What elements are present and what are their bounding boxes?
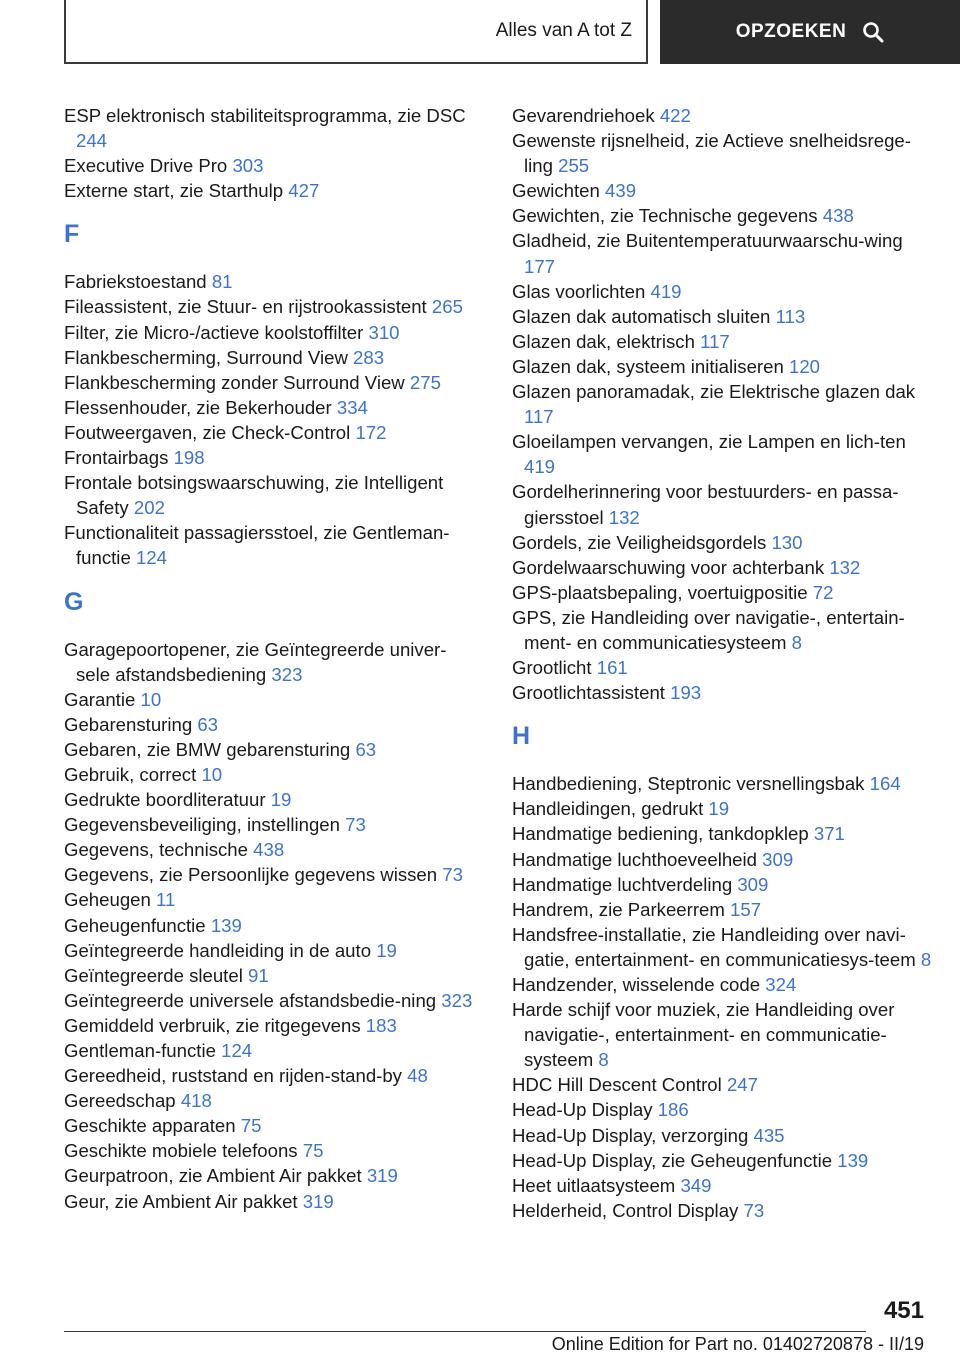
page-link[interactable]: 439 <box>605 180 637 202</box>
page-link[interactable]: 117 <box>700 330 730 352</box>
index-entry <box>512 279 932 304</box>
index-entry <box>512 479 932 529</box>
index-entry <box>64 637 480 687</box>
index-entry-text: Frontairbags <box>64 447 169 469</box>
page-link[interactable]: 283 <box>353 346 385 368</box>
index-entry-text: Glazen panoramadak, zie Elektrische glazen dak <box>512 381 916 403</box>
index-entry-text: Gentleman-functie <box>64 1040 216 1061</box>
page-link[interactable]: 113 <box>775 305 806 327</box>
index-entry <box>64 988 480 1013</box>
index-entry-text: Gedrukte boordliteratuur <box>64 789 266 811</box>
page-link[interactable]: 124 <box>135 547 167 569</box>
index-entry-text: ESP elektronisch stabiliteitsprogramma, zie DSC <box>64 105 466 126</box>
index-entry <box>64 913 480 938</box>
index-entry-text: Geheugenfunctie <box>64 914 206 936</box>
page-link[interactable]: 139 <box>210 914 242 936</box>
page-link[interactable]: 73 <box>743 1199 765 1221</box>
index-entry <box>64 938 480 963</box>
index-entry-text: Geschikte mobiele telefoons <box>64 1140 298 1162</box>
index-entry <box>512 379 932 429</box>
page-link[interactable]: 265 <box>431 296 463 318</box>
index-entry-text: Gegevens, technische <box>64 839 248 861</box>
page-link[interactable]: 310 <box>368 321 400 343</box>
search-icon <box>862 21 884 43</box>
index-entry-text: GPS, zie Handleiding over navigatie-, entertain-ment- en communicatiesysteem <box>512 606 905 653</box>
index-entry-text: Gegevens, zie Persoonlijke gegevens wissen <box>64 864 438 886</box>
index-entry-text: Glazen dak, elektrisch <box>512 330 695 352</box>
index-entry-text: GPS-plaatsbepaling, voertuigpositie <box>512 581 808 603</box>
index-entry-text: Gemiddeld verbruik, zie ritgegevens <box>64 1014 361 1036</box>
index-entry <box>512 354 932 379</box>
page-link[interactable]: 117 <box>524 406 554 428</box>
page-link[interactable]: 422 <box>659 105 691 126</box>
page-link[interactable]: 132 <box>608 506 640 528</box>
page-link[interactable]: 324 <box>765 974 797 995</box>
index-entry-text: Handleidingen, gedrukt <box>512 798 704 820</box>
index-entry <box>512 203 932 228</box>
page-link[interactable]: 183 <box>365 1014 397 1036</box>
index-entry <box>512 771 932 796</box>
index-entry <box>64 470 480 520</box>
page-link[interactable]: 8 <box>598 1049 609 1071</box>
index-entry-text: Gordels, zie Veiligheidsgordels <box>512 531 767 553</box>
index-entry <box>64 445 480 470</box>
page-link[interactable]: 19 <box>708 798 730 820</box>
page-link[interactable]: 19 <box>270 789 292 811</box>
page-link[interactable]: 198 <box>173 447 205 469</box>
index-entry <box>512 103 932 128</box>
index-entry-text: Gewichten <box>512 180 600 202</box>
index-entry <box>64 370 480 395</box>
index-entry <box>512 872 932 897</box>
index-entry <box>64 294 480 319</box>
page-link[interactable]: 186 <box>657 1099 689 1121</box>
index-entry <box>64 178 480 203</box>
page-link[interactable]: 303 <box>232 155 264 177</box>
page-link[interactable]: 161 <box>596 657 628 679</box>
page-link[interactable]: 323 <box>271 663 303 685</box>
page-link[interactable]: 323 <box>441 989 473 1011</box>
index-entry-text: Gereedschap <box>64 1090 176 1112</box>
index-entry-text: Gewenste rijsnelheid, zie Actieve snelheidsrege-ling <box>512 130 911 177</box>
index-entry-text: Fabriekstoestand <box>64 271 207 293</box>
index-entry <box>512 128 932 178</box>
page-link[interactable]: 172 <box>355 421 387 443</box>
page-link[interactable]: 244 <box>76 130 108 152</box>
index-entry <box>512 605 932 655</box>
index-entry <box>512 655 932 680</box>
page-link[interactable]: 435 <box>753 1124 785 1146</box>
index-entry-text: Garantie <box>64 688 136 710</box>
page-link[interactable]: 132 <box>829 556 861 578</box>
page-link[interactable]: 8 <box>791 631 802 653</box>
index-entry <box>64 1013 480 1038</box>
index-entry-text: Gordelherinnering voor bestuurders- en passa-giersstoel <box>512 481 899 528</box>
footer-divider <box>64 1331 866 1332</box>
page-link[interactable]: 73 <box>442 864 463 886</box>
index-column-left <box>64 103 480 1214</box>
index-entry <box>512 530 932 555</box>
page-link[interactable]: 319 <box>302 1190 334 1212</box>
index-entry-text: Gereedheid, ruststand en rijden-stand-by <box>64 1065 402 1087</box>
page-link[interactable]: 438 <box>822 205 854 227</box>
index-entry-text: Gevarendriehoek <box>512 105 655 126</box>
index-entry-text: Functionaliteit passagiersstoel, zie Gentleman-functie <box>64 522 450 569</box>
index-entry <box>64 1138 480 1163</box>
index-entry <box>512 997 932 1072</box>
index-entry <box>512 821 932 846</box>
index-entry-text: Head-Up Display <box>512 1099 653 1121</box>
page-link[interactable]: 255 <box>558 155 590 177</box>
index-entry-text: Handzender, wisselende code <box>512 974 761 995</box>
index-entry-text: Helderheid, Control Display <box>512 1199 739 1221</box>
page-link[interactable]: 10 <box>201 763 223 785</box>
index-entry-text: Geïntegreerde handleiding in de auto <box>64 939 372 961</box>
index-entry <box>64 887 480 912</box>
index-entry <box>64 320 480 345</box>
page-link[interactable]: 157 <box>730 898 762 920</box>
index-entry-text: Flessenhouder, zie Bekerhouder <box>64 396 332 418</box>
index-entry <box>64 103 480 153</box>
page-link[interactable]: 139 <box>837 1149 869 1171</box>
index-entry <box>512 228 932 278</box>
page-link[interactable]: 10 <box>140 688 162 710</box>
index-entry <box>64 687 480 712</box>
index-entry-text: Gebruik, correct <box>64 763 197 785</box>
index-entry-text: Geschikte apparaten <box>64 1115 236 1137</box>
index-entry-text: Handmatige bediening, tankdopklep <box>512 823 809 845</box>
index-entry <box>64 862 480 887</box>
index-entry-text: Glas voorlichten <box>512 280 646 302</box>
index-entry <box>512 922 932 972</box>
page-link[interactable]: 419 <box>524 456 556 478</box>
page-link[interactable]: 193 <box>670 682 702 704</box>
index-letter-heading: G <box>64 587 84 616</box>
index-entry-text: Fileassistent, zie Stuur- en rijstrookassistent <box>64 296 427 318</box>
index-entry <box>64 1189 480 1214</box>
index-entry-text: Heet uitlaatsysteem <box>512 1174 676 1196</box>
page-link[interactable]: 130 <box>771 531 803 553</box>
section-header-tab[interactable] <box>64 0 648 64</box>
index-entry <box>64 1038 480 1063</box>
index-entry <box>512 897 932 922</box>
index-entry <box>64 520 480 570</box>
page-link[interactable]: 309 <box>737 873 769 895</box>
index-entry-text: Geheugen <box>64 889 151 911</box>
index-entry <box>64 395 480 420</box>
index-entry <box>512 1198 932 1223</box>
index-entry <box>64 812 480 837</box>
index-entry <box>64 269 480 294</box>
page-link[interactable]: 164 <box>869 773 901 795</box>
page-link[interactable]: 8 <box>920 948 932 970</box>
index-entry <box>512 1173 932 1198</box>
index-entry-text: Gebaren, zie BMW gebarensturing <box>64 738 351 760</box>
index-entry-text: Executive Drive Pro <box>64 155 228 177</box>
edition-footer: Online Edition for Part no. 01402720878 - II/19 <box>551 1334 924 1354</box>
page-link[interactable]: 81 <box>211 271 233 293</box>
index-entry-text: Geurpatroon, zie Ambient Air pakket <box>64 1165 362 1187</box>
index-entry <box>512 555 932 580</box>
index-entry <box>64 963 480 988</box>
index-entry-text: Harde schijf voor muziek, zie Handleiding over navigatie-, entertainment- en communicatie-systeem <box>512 999 895 1071</box>
page-link[interactable]: 11 <box>156 889 176 911</box>
index-entry <box>512 1097 932 1122</box>
section-title: Alles van A tot Z <box>495 20 632 41</box>
index-entry <box>512 329 932 354</box>
page-link[interactable]: 177 <box>524 255 556 277</box>
index-entry-text: Garagepoortopener, zie Geïntegreerde univer-sele afstandsbediening <box>64 638 447 685</box>
index-entry <box>512 847 932 872</box>
page-link[interactable]: 427 <box>288 180 320 202</box>
index-entry-text: Filter, zie Micro-/actieve koolstoffilter <box>64 321 364 343</box>
index-entry-text: Gladheid, zie Buitentemperatuurwaarschu-wing <box>512 230 903 252</box>
index-entry-text: Handsfree-installatie, zie Handleiding over navi-gatie, entertainment- en communicatiesys-teem <box>512 923 916 970</box>
page-link[interactable]: 124 <box>221 1040 253 1061</box>
index-entry <box>64 737 480 762</box>
index-column-right <box>512 103 932 1223</box>
search-label: OPZOEKEN <box>735 21 847 42</box>
index-entry <box>512 1072 932 1097</box>
search-button[interactable] <box>660 0 960 64</box>
page-link[interactable]: 418 <box>180 1090 212 1112</box>
index-entry <box>64 837 480 862</box>
index-entry <box>64 153 480 178</box>
index-entry-text: Gewichten, zie Technische gegevens <box>512 205 818 227</box>
index-entry-text: Geur, zie Ambient Air pakket <box>64 1190 298 1212</box>
index-entry-text: Grootlichtassistent <box>512 682 665 704</box>
index-entry <box>64 762 480 787</box>
index-entry-text: Gordelwaarschuwing voor achterbank <box>512 556 825 578</box>
page-link[interactable]: 72 <box>812 581 834 603</box>
page-link[interactable]: 91 <box>248 964 269 986</box>
index-entry <box>64 1088 480 1113</box>
index-entry-text: Geïntegreerde sleutel <box>64 964 243 986</box>
index-entry <box>64 787 480 812</box>
index-entry <box>64 1163 480 1188</box>
index-entry <box>512 1148 932 1173</box>
index-entry-text: Handmatige luchthoeveelheid <box>512 848 757 870</box>
page-link[interactable]: 438 <box>253 839 285 861</box>
index-entry-text: Gebarensturing <box>64 713 193 735</box>
index-entry-text: Gegevensbeveiliging, instellingen <box>64 814 340 836</box>
index-entry-text: Grootlicht <box>512 657 592 679</box>
index-letter-heading: H <box>512 722 531 751</box>
index-entry-text: Glazen dak automatisch sluiten <box>512 305 771 327</box>
page-link[interactable]: 419 <box>650 280 682 302</box>
index-entry-text: HDC Hill Descent Control <box>512 1074 722 1096</box>
index-entry <box>512 1123 932 1148</box>
index-entry <box>512 972 932 997</box>
index-entry <box>64 1113 480 1138</box>
index-entry <box>512 304 932 329</box>
page-link[interactable]: 334 <box>336 396 368 418</box>
index-entry-text: Frontale botsingswaarschuwing, zie Intelligent Safety <box>64 472 444 519</box>
page-link[interactable]: 309 <box>762 848 794 870</box>
page-link[interactable]: 75 <box>302 1140 324 1162</box>
index-entry <box>512 178 932 203</box>
page-link[interactable]: 48 <box>407 1065 428 1087</box>
index-entry <box>512 580 932 605</box>
index-entry <box>64 420 480 445</box>
index-entry <box>512 796 932 821</box>
index-entry-text: Gloeilampen vervangen, zie Lampen en lich-ten <box>512 431 906 453</box>
page-number: 451 <box>883 1297 924 1324</box>
page-link[interactable]: 63 <box>197 713 219 735</box>
index-entry-text: Head-Up Display, zie Geheugenfunctie <box>512 1149 833 1171</box>
index-entry-text: Flankbescherming, Surround View <box>64 346 348 368</box>
page-link[interactable]: 120 <box>788 355 821 377</box>
index-entry-text: Externe start, zie Starthulp <box>64 180 284 202</box>
page-link[interactable]: 247 <box>726 1074 758 1096</box>
index-entry-text: Flankbescherming zonder Surround View <box>64 371 405 393</box>
index-entry <box>64 1063 480 1088</box>
page-link[interactable]: 319 <box>366 1165 398 1187</box>
index-entry-text: Handrem, zie Parkeerrem <box>512 898 725 920</box>
page-link[interactable]: 63 <box>355 738 377 760</box>
page-link[interactable]: 349 <box>680 1174 712 1196</box>
page-link[interactable]: 371 <box>813 823 845 845</box>
index-entry <box>512 680 932 705</box>
index-entry-text: Handbediening, Steptronic versnellingsbak <box>512 773 865 795</box>
page-link[interactable]: 75 <box>240 1115 262 1137</box>
page-link[interactable]: 73 <box>345 814 366 836</box>
page-link[interactable]: 275 <box>409 371 441 393</box>
index-letter-heading: F <box>64 220 80 249</box>
index-entry-text: Foutweergaven, zie Check-Control <box>64 421 351 443</box>
index-entry-text: Head-Up Display, verzorging <box>512 1124 749 1146</box>
page-link[interactable]: 19 <box>376 939 397 961</box>
page-link[interactable]: 202 <box>133 497 165 519</box>
index-entry <box>64 345 480 370</box>
index-entry-text: Glazen dak, systeem initialiseren <box>512 355 784 377</box>
index-entry <box>512 429 932 479</box>
index-entry-text: Geïntegreerde universele afstandsbedie-ning <box>64 989 437 1011</box>
index-entry <box>64 712 480 737</box>
index-entry-text: Handmatige luchtverdeling <box>512 873 733 895</box>
